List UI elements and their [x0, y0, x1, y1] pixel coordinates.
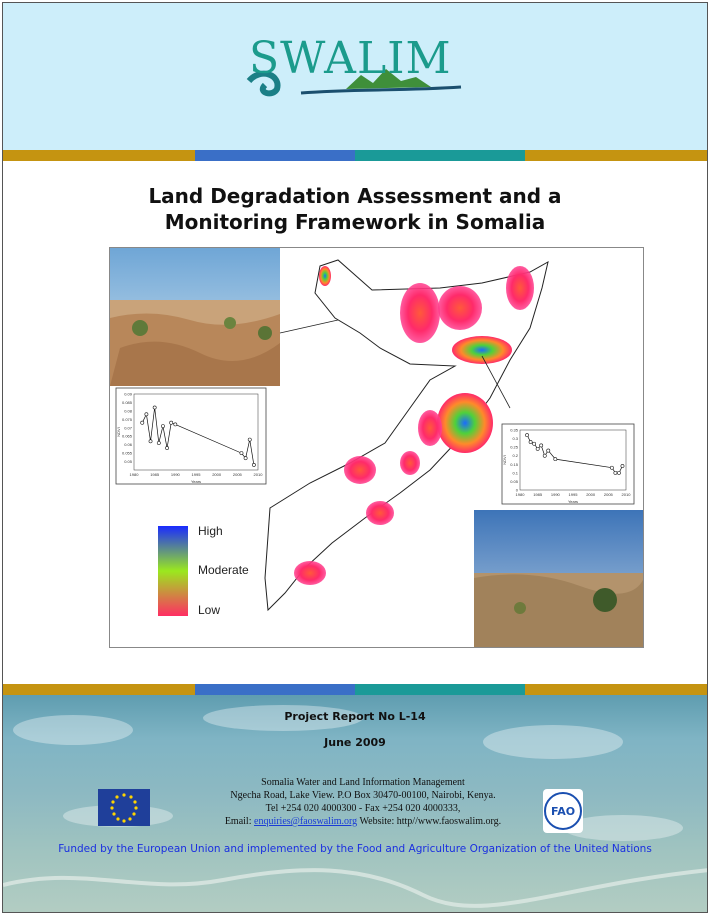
- data-point: [244, 457, 247, 460]
- email-label: Email:: [224, 816, 254, 827]
- y-tick-label: 0.075: [121, 416, 132, 422]
- y-tick-label: 0.08: [124, 408, 132, 414]
- eu-flag-logo: [98, 789, 150, 826]
- data-point: [170, 421, 173, 424]
- y-tick-label: 0.2: [512, 453, 518, 459]
- data-point: [529, 440, 532, 443]
- data-point: [536, 447, 539, 450]
- x-tick-label: 2000: [586, 492, 596, 497]
- data-point: [533, 442, 536, 445]
- header-band: [3, 3, 707, 150]
- data-point: [153, 406, 156, 409]
- contact-info: [163, 776, 563, 828]
- y-tick-label: 0.35: [510, 427, 518, 433]
- x-tick-label: 2005: [232, 472, 242, 477]
- report-date: June 2009: [324, 736, 386, 749]
- data-point: [174, 423, 177, 426]
- data-point: [621, 464, 624, 467]
- x-tick-label: 1985: [150, 472, 160, 477]
- data-point: [547, 449, 550, 452]
- y-tick-label: 0.085: [121, 399, 132, 405]
- legend-color-bar: [158, 526, 188, 616]
- data-point: [141, 421, 144, 424]
- photo-degraded-land-1: [110, 248, 280, 386]
- funding-statement: Funded by the European Union and implemented by the Food and Agriculture Organization of the United Nations: [58, 843, 652, 855]
- logo-text: SWALIM: [249, 33, 452, 84]
- data-point: [610, 466, 613, 469]
- data-point: [617, 471, 620, 474]
- y-tick-label: 0.09: [124, 391, 132, 397]
- data-point: [240, 452, 243, 455]
- y-tick-label: 0: [515, 487, 518, 493]
- report-title: [3, 183, 707, 235]
- legend-low: Low: [198, 603, 221, 617]
- legend-moderate: Moderate: [198, 563, 249, 577]
- title-line-2: Monitoring Framework in Somalia: [164, 210, 546, 234]
- ndvi-chart-1: [116, 388, 266, 484]
- data-point: [543, 454, 546, 457]
- contact-address: Ngecha Road, Lake View. P.O Box 30470-00100, Nairobi, Kenya.: [230, 790, 496, 801]
- data-point: [248, 438, 251, 441]
- contact-org: Somalia Water and Land Information Management: [261, 777, 465, 788]
- legend-high: High: [198, 524, 223, 538]
- x-axis-label: Years: [567, 499, 579, 504]
- photo-degraded-land-2: [474, 510, 643, 647]
- x-tick-label: 1990: [170, 472, 180, 477]
- x-tick-label: 2000: [212, 472, 222, 477]
- data-point: [157, 441, 160, 444]
- y-tick-label: 0.07: [124, 425, 132, 431]
- x-axis-label: Years: [190, 479, 202, 484]
- ndvi-chart-2: [502, 424, 634, 504]
- report-cover: [2, 2, 708, 913]
- x-tick-label: 1995: [568, 492, 578, 497]
- data-point: [540, 444, 543, 447]
- top-color-stripe: [3, 150, 707, 161]
- data-point: [149, 440, 152, 443]
- y-tick-label: 0.05: [124, 459, 132, 465]
- data-point: [554, 458, 557, 461]
- legend: [158, 524, 249, 617]
- fao-logo-text: FAO: [550, 805, 576, 818]
- y-tick-label: 0.06: [124, 442, 132, 448]
- y-tick-label: 0.1: [512, 470, 518, 476]
- x-tick-label: 2005: [603, 492, 613, 497]
- y-axis-label: NDVI: [116, 427, 121, 437]
- y-tick-label: 0.05: [510, 478, 518, 484]
- x-tick-label: 1980: [515, 492, 525, 497]
- email-link[interactable]: enquiries@faoswalim.org: [254, 816, 358, 827]
- contact-phone: Tel +254 020 4000300 - Fax +254 020 4000333,: [265, 803, 461, 814]
- bottom-color-stripe: [3, 684, 707, 695]
- y-tick-label: 0.25: [510, 444, 518, 450]
- y-tick-label: 0.065: [121, 433, 132, 439]
- x-tick-label: 1990: [550, 492, 560, 497]
- x-tick-label: 1995: [191, 472, 201, 477]
- contact-email-line: [163, 815, 563, 828]
- website-text: Website: http//www.faoswalim.org.: [357, 816, 502, 827]
- data-point: [252, 463, 255, 466]
- data-point: [614, 471, 617, 474]
- data-point: [165, 446, 168, 449]
- x-tick-label: 2010: [621, 492, 631, 497]
- figure-svg: [110, 248, 643, 647]
- report-number: Project Report No L-14: [284, 710, 426, 723]
- degradation-map-figure: [109, 247, 644, 648]
- y-axis-label: NDVI: [502, 455, 507, 465]
- x-tick-label: 1985: [533, 492, 543, 497]
- fao-logo: [543, 789, 583, 833]
- y-tick-label: 0.055: [121, 450, 132, 456]
- y-tick-label: 0.15: [510, 461, 518, 467]
- title-line-1: Land Degradation Assessment and a: [148, 184, 562, 208]
- y-tick-label: 0.3: [512, 436, 518, 442]
- data-point: [525, 434, 528, 437]
- data-point: [161, 424, 164, 427]
- x-tick-label: 1980: [129, 472, 139, 477]
- swalim-logo: [241, 31, 471, 111]
- data-point: [145, 413, 148, 416]
- x-tick-label: 2010: [253, 472, 263, 477]
